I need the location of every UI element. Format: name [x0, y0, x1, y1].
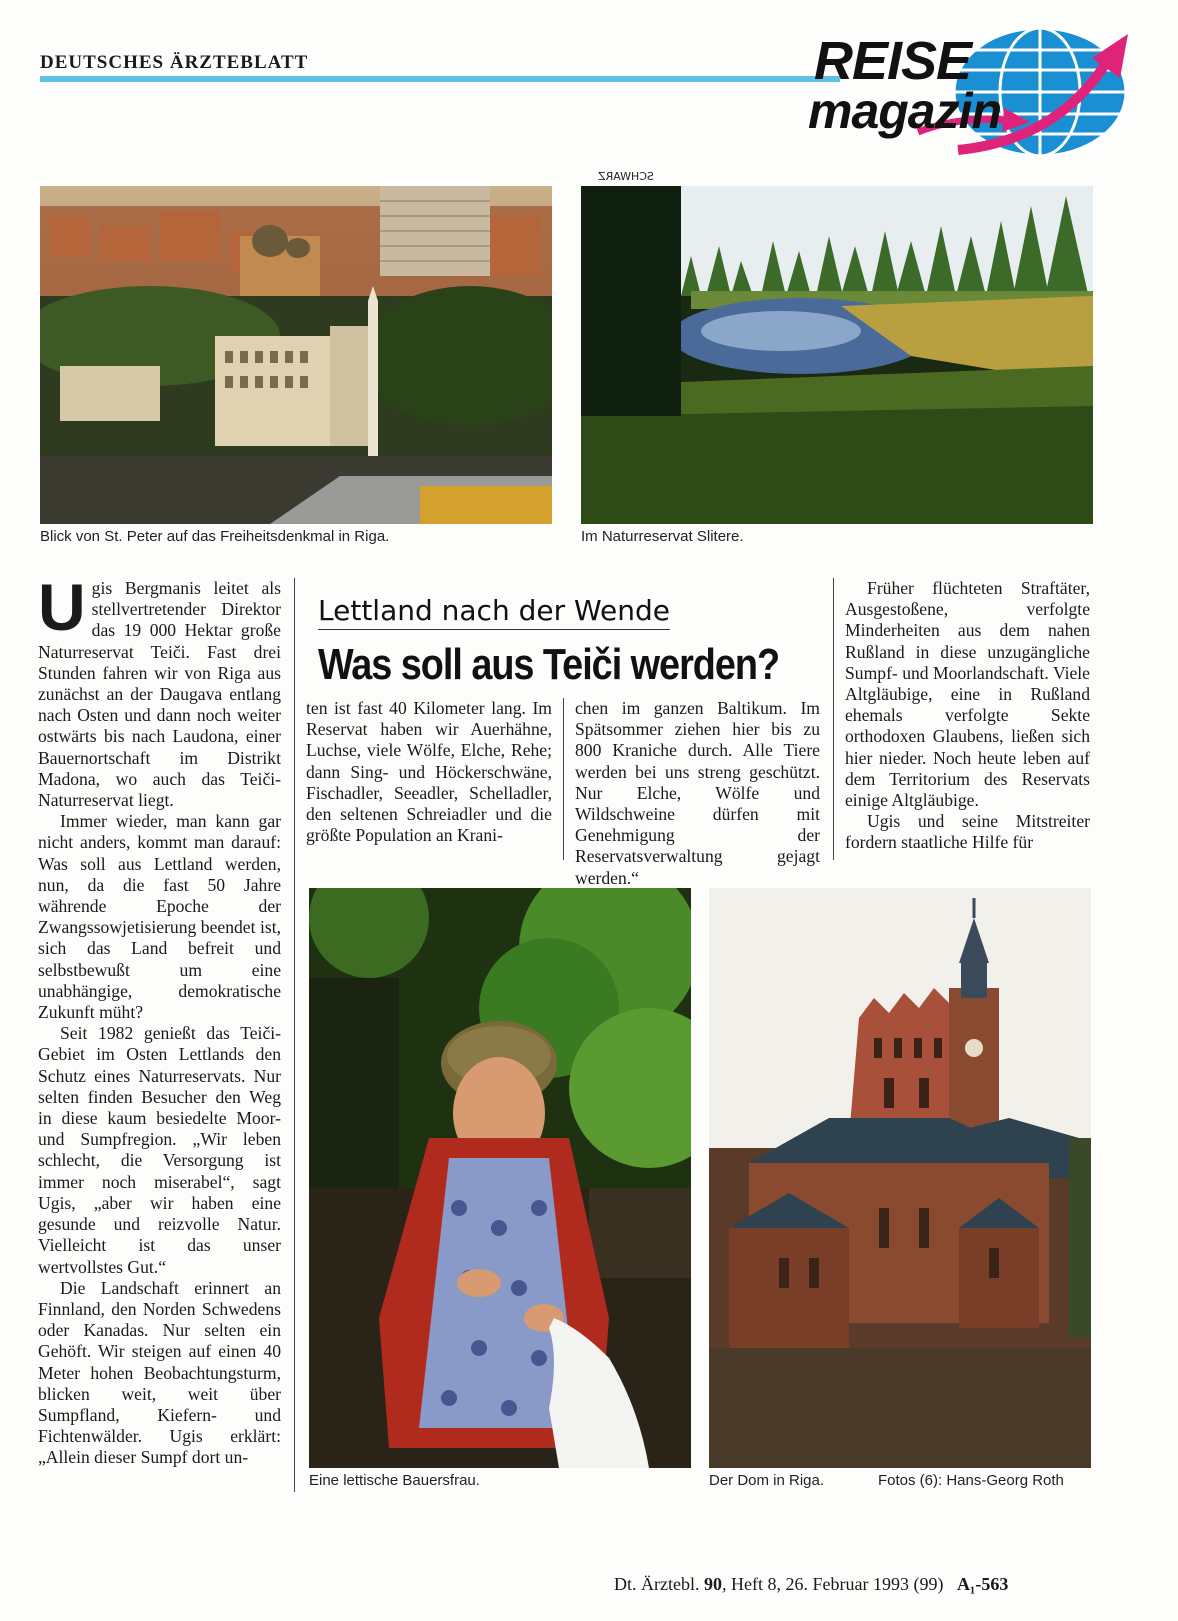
- column-divider: [294, 578, 295, 1492]
- article-kicker: Lettland nach der Wende: [318, 594, 670, 630]
- caption-farmer: Eine lettische Bauersfrau.: [309, 1472, 480, 1489]
- article-column-1: [38, 570, 281, 1469]
- article-column-3: [575, 698, 820, 889]
- paragraph: Die Landschaft erinnert an Finnland, den Norden Schwedens oder Kanadas. Nur selten ein Gehöft. Wir steigen auf einen 40 Meter hohen Beobachtungsturm, blicken weit, weit über Sumpfland, Kiefern- und Fichtenwälder. Ugis erklärt: „Allein dieser Sumpf dort un-: [38, 1277, 281, 1468]
- reise-magazin-logo: [808, 20, 1168, 160]
- footer-page-number: A₁-563: [956, 1574, 1009, 1594]
- footer-volume: 90: [703, 1574, 722, 1594]
- drop-cap: U: [38, 570, 86, 644]
- paragraph: ten ist fast 40 Kilometer lang. Im Reservat haben wir Auerhähne, Luchse, viele Wölfe, Elche, Rehe; dann Sing- und Höckerschwäne, Fischadler, Seeadler, Schelladler, den seltenen Schreiadler und die größte Population an Krani-: [306, 698, 552, 846]
- photo-farmer-woman: [309, 888, 691, 1468]
- article-headline: Was soll aus Teiči werden?: [318, 640, 780, 689]
- color-register-label: SCHWARZ: [598, 170, 654, 183]
- article-column-2: [306, 698, 552, 846]
- paragraph: chen im ganzen Baltikum. Im Spätsommer ziehen hier bis zu 800 Kraniche durch. Alle Tiere werden bei uns streng geschützt. Nur Elche, Wölfe und Wildschweine dürfen mit Genehmigung der Reservatsverwaltung gejagt werden.“: [575, 698, 820, 888]
- paragraph: Seit 1982 genießt das Teiči-Gebiet im Osten Lettlands den Schutz eines Naturreservats. Nur selten finden Besucher den Weg in diese kaum besiedelte Moor- und Sumpfregion. „Wir leben schlecht, die Versorgung ist immer noch miserabel“, sagt Ugis, „aber wir haben eine gesunde und reizvolle Natur. Vielleicht ist das unser wertvollstes Gut.“: [38, 1023, 281, 1277]
- caption-dom: Der Dom in Riga.: [709, 1472, 825, 1489]
- logo-reise: REISE: [814, 31, 972, 91]
- photo-slitere: [581, 186, 1093, 524]
- footer-citation: [614, 1574, 1008, 1595]
- column-divider: [563, 698, 564, 860]
- logo-magazin: magazin: [808, 83, 1002, 139]
- caption-riga: Blick von St. Peter auf das Freiheitsdenkmal in Riga.: [40, 528, 390, 545]
- photo-credit: Fotos (6): Hans-Georg Roth: [878, 1472, 1064, 1489]
- paragraph: Ugis und seine Mitstreiter fordern staatliche Hilfe für: [845, 811, 1090, 853]
- masthead-rule: [40, 76, 840, 82]
- paragraph: Immer wieder, man kann gar nicht anders, kommt man darauf: Was soll aus Lettland werden, nun, da die fast 50 Jahre währende Epoche der Zwangssowjetisierung beendet ist, sich das Land befreit und selbstbewußt um eine unabhängige, demokratische Zukunft müht?: [38, 811, 281, 1023]
- footer-journal: Dt. Ärztebl.: [614, 1574, 700, 1594]
- caption-slitere: Im Naturreservat Slitere.: [581, 528, 744, 545]
- masthead-title: DEUTSCHES ÄRZTEBLATT: [40, 52, 309, 73]
- photo-riga-panorama: [40, 186, 552, 524]
- photo-riga-cathedral: [709, 888, 1091, 1468]
- paragraph: Ugis Bergmanis leitet als stellvertretender Direktor das 19 000 Hektar große Naturreservat Teiči. Fast drei Stunden fahren wir von Riga aus zunächst an der Daugava entlang nach Osten und dann noch weiter ostwärts bis nach Laudona, einer Bauernortschaft im Distrikt Madona, wo auch das Teiči-Naturreservat liegt.: [38, 570, 281, 811]
- footer-issue: , Heft 8, 26. Februar 1993 (99): [721, 1574, 944, 1594]
- paragraph: Früher flüchteten Straftäter, Ausgestoßene, verfolgte Minderheiten aus dem nahen Rußland in diese unzugängliche Sumpf- und Moorlandschaft. Viele Altgläubige, eine in Rußland ehemals verfolgte Sekte orthodoxen Glaubens, ließen sich hier nieder. Noch heute leben auf dem Territorium des Reservats einige Altgläubige.: [845, 578, 1090, 811]
- column-divider: [833, 578, 834, 860]
- article-column-4: [845, 578, 1090, 854]
